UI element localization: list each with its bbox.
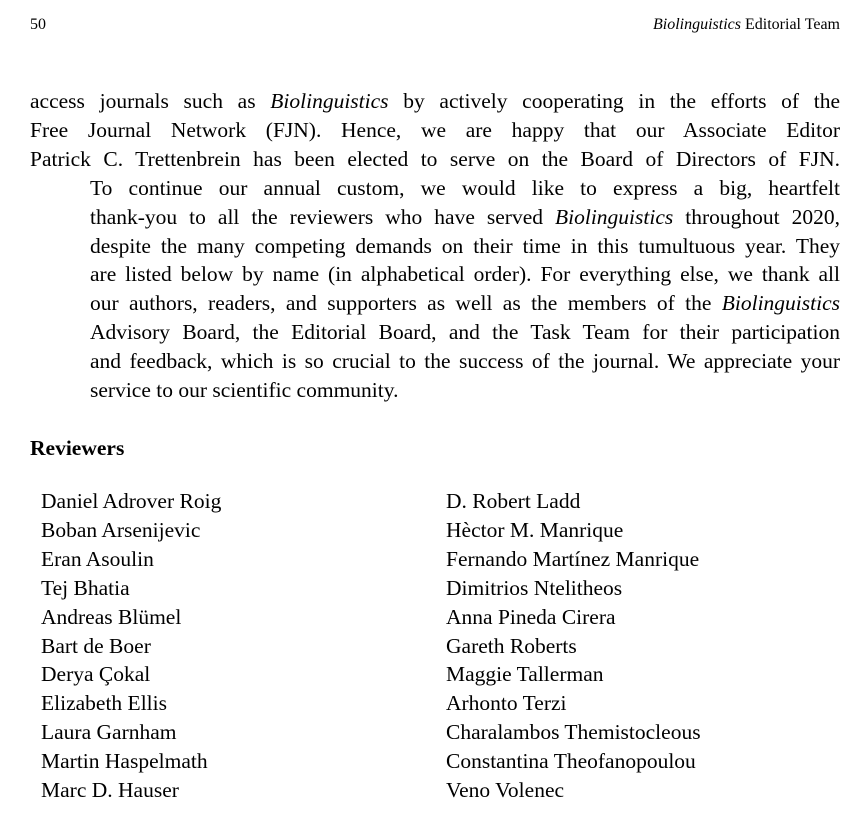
reviewer-name: Elizabeth Ellis bbox=[41, 691, 167, 716]
body-text bbox=[30, 87, 840, 405]
paragraph-line bbox=[30, 87, 840, 116]
running-header-rest: Editorial Team bbox=[741, 16, 840, 33]
paragraph-line: Patrick C. Trettenbrein has been elected to serve on the Board of Directors of FJN. bbox=[30, 146, 840, 171]
reviewer-name: D. Robert Ladd bbox=[446, 489, 581, 513]
paragraph-line: despite the many competing demands on their time in this tumultuous year. They bbox=[90, 233, 840, 258]
reviewer-name: Charalambos Themistocleous bbox=[446, 720, 701, 745]
paragraph-thanks bbox=[30, 174, 840, 405]
reviewer-name: Veno Volenec bbox=[446, 778, 565, 803]
reviewers-list-left bbox=[41, 487, 221, 805]
reviewer-name: Fernando Martínez Manrique bbox=[446, 546, 700, 571]
reviewer-name: Tej Bhatia bbox=[41, 575, 130, 600]
reviewers-heading: Reviewers bbox=[30, 436, 125, 460]
journal-name: Biolinguistics bbox=[270, 89, 389, 113]
paragraph-line bbox=[30, 289, 840, 318]
reviewer-name: Laura Garnham bbox=[41, 720, 177, 745]
paragraph-fjn bbox=[30, 87, 840, 174]
text-run: access journals such as bbox=[30, 89, 271, 113]
paragraph-line: Free Journal Network (FJN). Hence, we are happy that our Associate Editor bbox=[30, 117, 840, 142]
reviewer-name: Derya Çokal bbox=[41, 662, 151, 687]
text-run: throughout 2020, bbox=[673, 204, 840, 229]
reviewers-list-right bbox=[446, 487, 701, 805]
reviewer-name: Martin Haspelmath bbox=[41, 749, 208, 774]
paragraph-line: To continue our annual custom, we would like to express a big, heartfelt bbox=[90, 175, 840, 200]
reviewer-name: Gareth Roberts bbox=[446, 633, 577, 658]
reviewer-name: Maggie Tallerman bbox=[446, 662, 604, 687]
reviewer-name: Arhonto Terzi bbox=[446, 691, 567, 716]
reviewer-name: Anna Pineda Cirera bbox=[446, 604, 616, 629]
text-run: thank-you to all the reviewers who have served bbox=[90, 204, 555, 229]
reviewer-name: Daniel Adrover Roig bbox=[41, 489, 222, 513]
reviewer-name: Boban Arsenijevic bbox=[41, 517, 201, 542]
reviewer-name: Dimitrios Ntelitheos bbox=[446, 575, 623, 600]
reviewer-name: Marc D. Hauser bbox=[41, 778, 179, 803]
paragraph-line: service to our scientific community. bbox=[90, 378, 399, 403]
paragraph-line: and feedback, which is so crucial to the success of the journal. We appreciate your bbox=[90, 349, 840, 374]
reviewer-name: Andreas Blümel bbox=[41, 604, 182, 629]
text-run: our authors, readers, and supporters as well as the members of the bbox=[90, 291, 722, 316]
running-header bbox=[653, 14, 840, 36]
journal-name: Biolinguistics bbox=[721, 291, 840, 316]
paragraph-line bbox=[30, 203, 840, 232]
paragraph-line: Advisory Board, the Editorial Board, and the Task Team for their participation bbox=[90, 320, 840, 345]
reviewer-name: Constantina Theofanopoulou bbox=[446, 749, 696, 774]
reviewer-name: Hèctor M. Manrique bbox=[446, 517, 624, 542]
page-number: 50 bbox=[30, 16, 46, 33]
paragraph-line: are listed below by name (in alphabetical order). For everything else, we thank all bbox=[90, 262, 840, 287]
journal-name: Biolinguistics bbox=[555, 204, 674, 229]
reviewer-name: Bart de Boer bbox=[41, 633, 151, 658]
text-run: by actively cooperating in the efforts of the bbox=[388, 89, 841, 113]
running-header-journal: Biolinguistics bbox=[653, 16, 741, 33]
reviewer-name: Eran Asoulin bbox=[41, 546, 154, 571]
